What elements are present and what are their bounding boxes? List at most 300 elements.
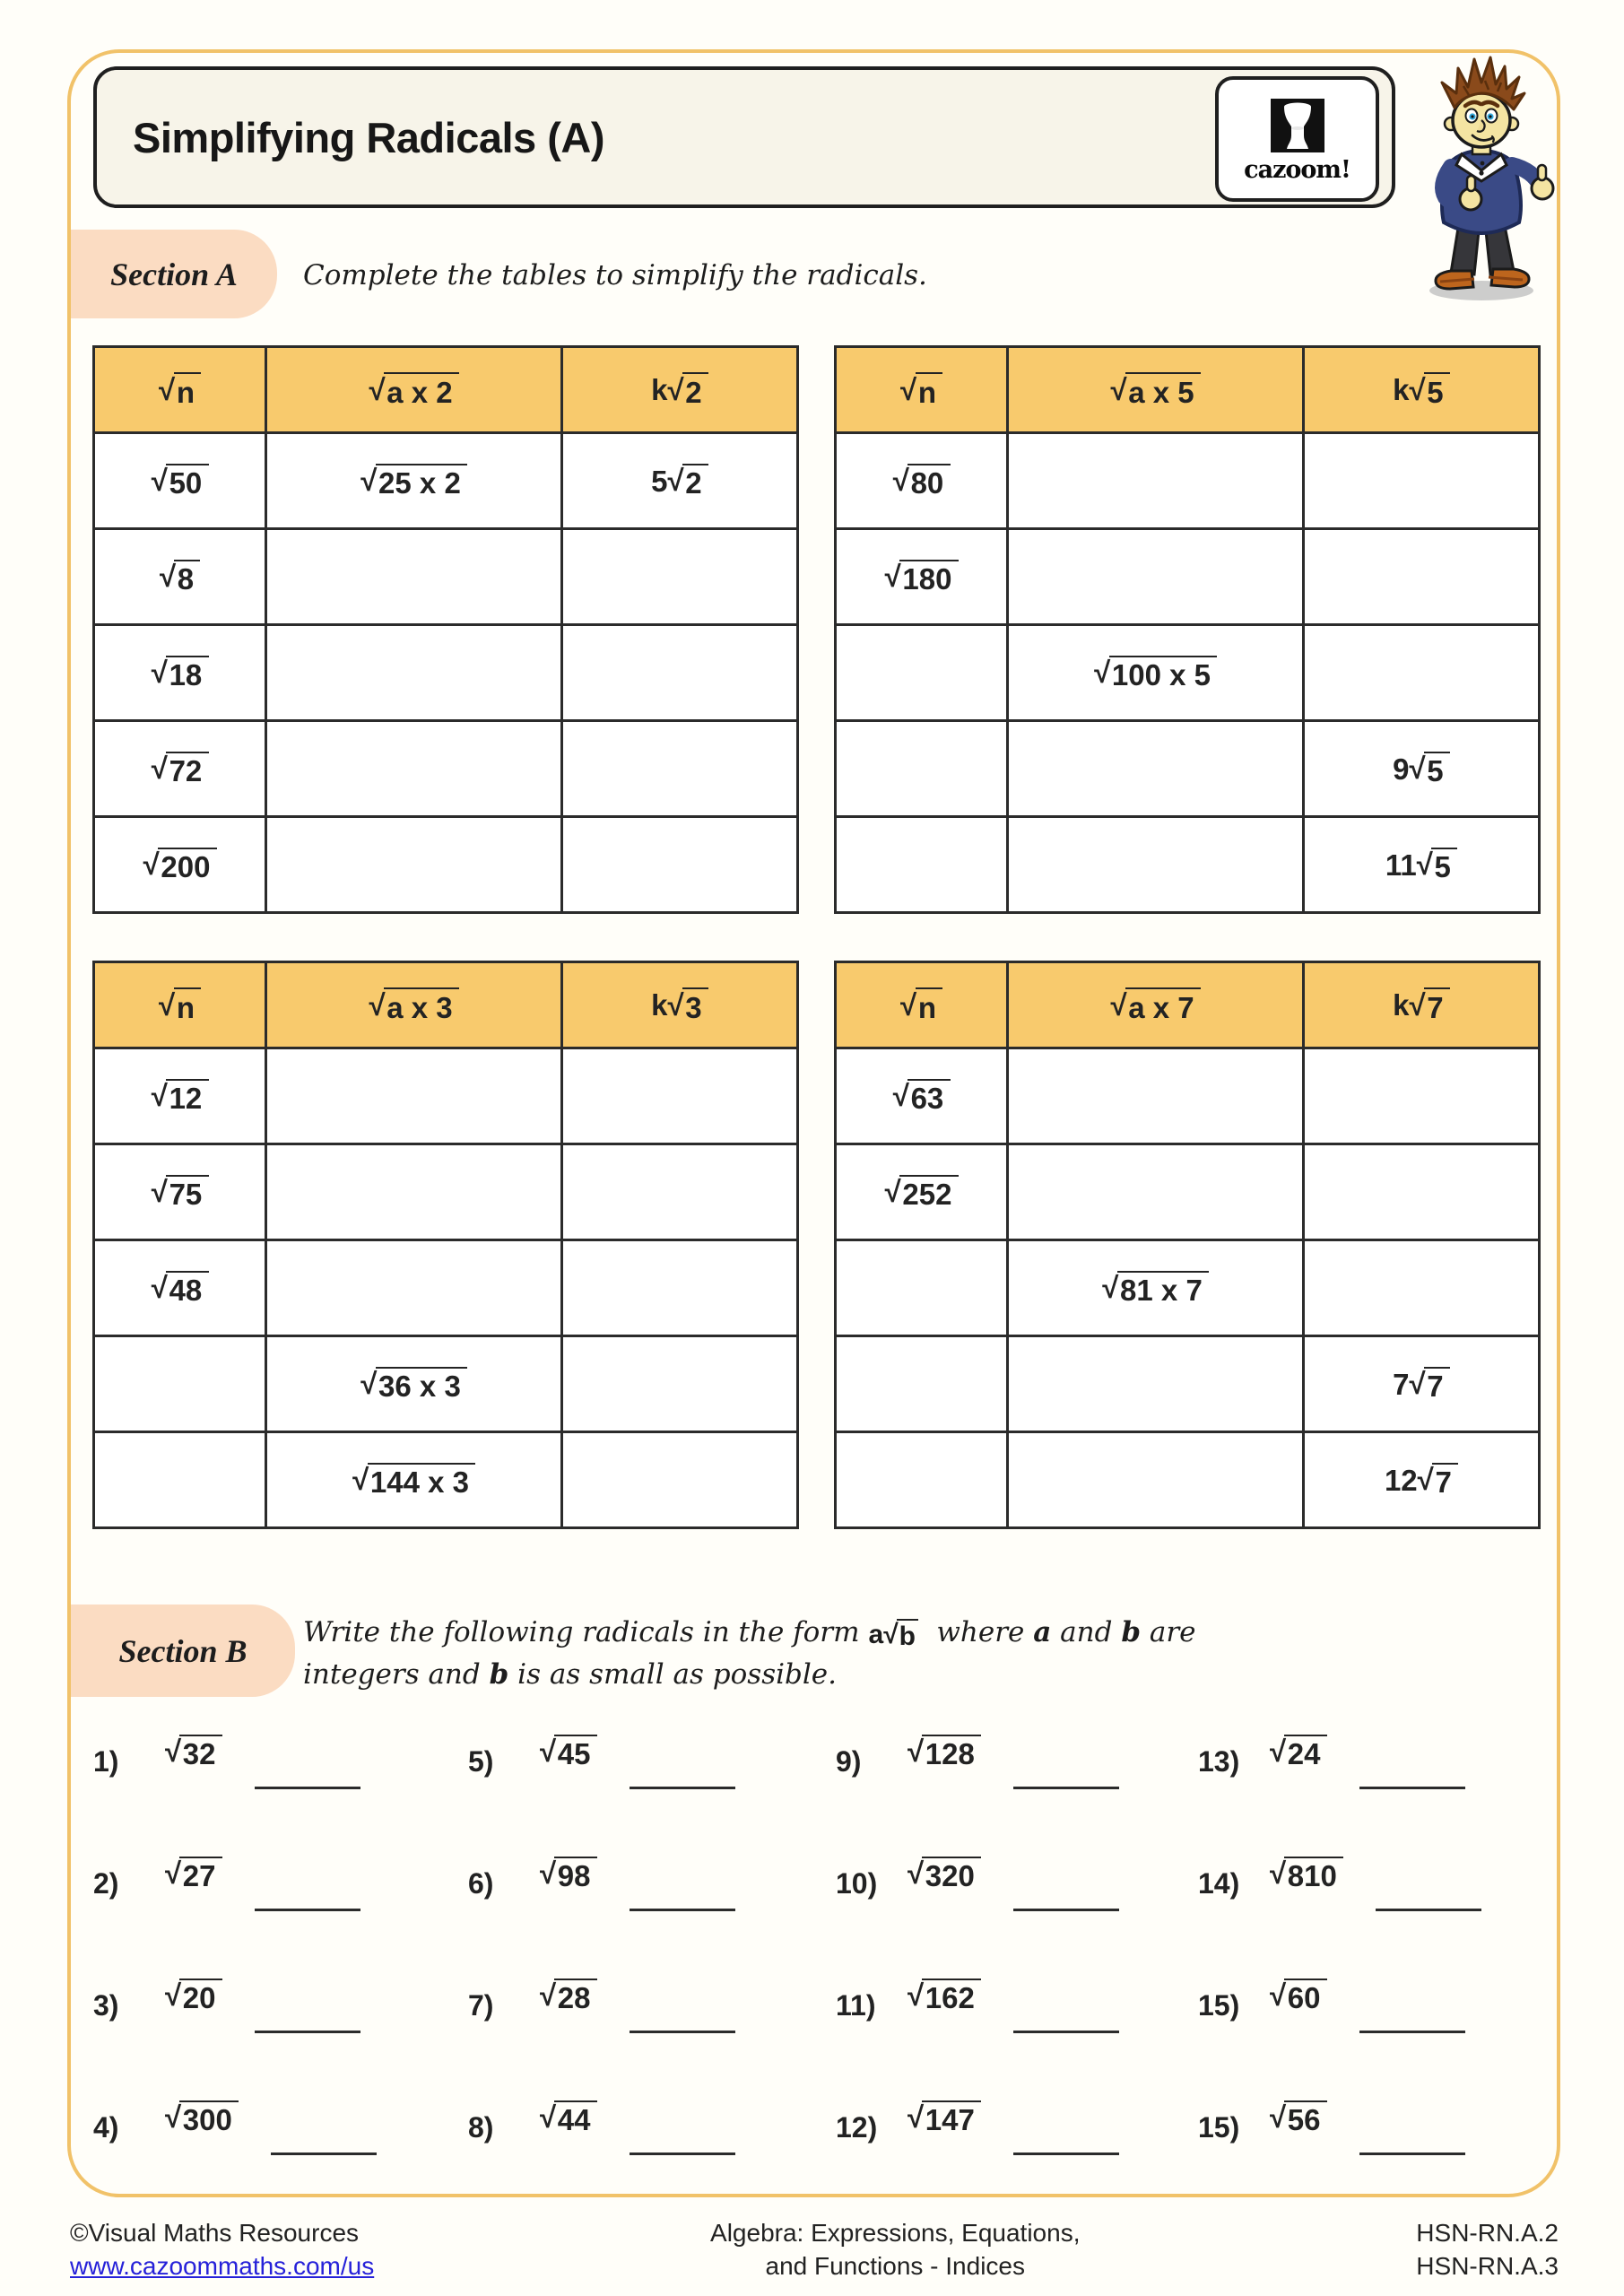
sqrt-sign: √ [908,1735,925,1769]
radicand: 48 [166,1271,208,1305]
problem-number: 13) [1198,1745,1240,1778]
table-value-cell [562,433,798,529]
radicand: 45 [554,1735,596,1769]
table-value-cell [266,1336,562,1432]
table-value-cell [1008,625,1304,721]
problem-number: 9) [836,1745,862,1778]
radical-expression [165,2100,239,2135]
sqrt-sign: √ [1409,372,1426,406]
standard-code-1: HSN-RN.A.2 [1416,2219,1559,2247]
radicand: 100 x 5 [1109,656,1218,690]
table-value-cell [94,1144,266,1240]
sqrt-sign: √ [165,1857,182,1891]
empty-answer-cell[interactable] [1304,1240,1540,1336]
problem-number: 1) [93,1745,119,1778]
radicand: 7 [1432,1463,1458,1497]
sqrt-sign: √ [159,372,176,406]
radicand: 3 [682,987,708,1022]
empty-answer-cell[interactable] [94,1432,266,1528]
radicand: 200 [158,848,217,882]
problem-item [1198,1979,1542,2100]
sqrt-sign: √ [1409,752,1426,786]
empty-answer-cell[interactable] [266,1048,562,1144]
radical-expression [360,1367,467,1404]
radicand: a x 2 [384,372,459,406]
empty-answer-cell[interactable] [1008,1432,1304,1528]
table-value-cell [1304,1432,1540,1528]
sqrt-sign: √ [908,2100,925,2135]
empty-answer-cell[interactable] [836,721,1008,817]
table-header-cell [266,962,562,1048]
coefficient: 11 [1385,848,1417,882]
radicand: 7 [1424,1367,1450,1401]
empty-answer-cell[interactable] [1304,433,1540,529]
sqrt-sign: √ [540,1735,557,1769]
sqrt-sign: √ [159,560,177,594]
table-value-cell [836,529,1008,625]
problem-item [93,1857,468,1979]
sqrt-sign: √ [360,464,378,498]
empty-answer-cell[interactable] [1304,529,1540,625]
table-header-cell [266,347,562,433]
radicand: n [174,987,202,1022]
radicand: 162 [922,1979,981,2013]
empty-answer-cell[interactable] [836,1432,1008,1528]
radical-expression [893,464,951,498]
radicand: n [174,372,202,406]
empty-answer-cell[interactable] [836,1336,1008,1432]
radical-expression [885,560,959,594]
radicand: 63 [908,1079,950,1113]
table-value-cell [94,721,266,817]
radicand: 56 [1284,2100,1326,2135]
section-b-label: Section B [71,1605,295,1697]
answer-blank-line[interactable] [1013,1787,1119,1789]
answer-blank-line[interactable] [255,1909,360,1911]
coefficient: k [651,373,668,407]
table-value-cell [836,433,1008,529]
empty-answer-cell[interactable] [1008,817,1304,913]
radicand: 25 x 2 [376,464,467,498]
radicand: 27 [179,1857,221,1891]
radicand: 5 [1424,372,1450,406]
radicand: 5 [1424,752,1450,786]
radical-expression [1393,372,1450,409]
radical-expression [1110,372,1200,409]
problem-number: 10) [836,1867,878,1900]
problem-number: 15) [1198,1989,1240,2022]
radical-form-notation: a √ b [869,1619,919,1650]
radical-expression [1270,1857,1343,1891]
sqrt-sign: √ [892,1079,909,1113]
empty-answer-cell[interactable] [562,625,798,721]
radical-expression [152,752,209,786]
sqrt-sign: √ [1270,1735,1287,1769]
radical-expression [908,1979,981,2013]
radicand: 28 [554,1979,596,2013]
answer-blank-line[interactable] [1359,2031,1465,2033]
problem-item [836,1857,1198,1979]
radicand: a x 7 [1125,987,1201,1022]
radicand: 12 [166,1079,208,1113]
radicand: n [916,987,943,1022]
sqrt-sign: √ [540,1857,557,1891]
radical-expression [1385,848,1457,882]
radicand: a x 5 [1125,372,1201,406]
section-b-instruction: Write the following radicals in the form a √ b where a and b are integers and b is as small as possible. [303,1616,1196,1691]
sqrt-sign: √ [892,464,909,498]
empty-answer-cell[interactable] [1008,433,1304,529]
problem-item [468,1857,836,1979]
radical-expression [160,560,200,594]
empty-answer-cell[interactable] [266,817,562,913]
coefficient: 12 [1384,1463,1418,1497]
radical-expression [1384,1463,1458,1500]
sqrt-sign: √ [352,1463,369,1497]
answer-blank-line[interactable] [630,1787,735,1789]
sqrt-sign: √ [1416,848,1433,882]
radical-expression [360,464,467,498]
radicand: 20 [179,1979,221,2013]
empty-answer-cell[interactable] [266,625,562,721]
table-value-cell [266,1432,562,1528]
cazoom-drum-icon [1269,99,1326,158]
sqrt-sign: √ [159,987,176,1022]
sqrt-sign: √ [667,464,684,498]
problem-item [468,2100,836,2222]
sqrt-sign: √ [1409,1367,1426,1401]
radicand: 252 [899,1175,959,1209]
sqrt-sign: √ [1102,1271,1119,1305]
radical-expression [352,1463,475,1500]
problem-item [1198,2100,1542,2222]
radical-table-3 [92,961,799,1529]
radicand: 2 [682,372,708,406]
sqrt-sign: √ [165,1735,182,1769]
radical-expression [159,987,201,1022]
table-value-cell [94,529,266,625]
sqrt-sign: √ [1270,1857,1287,1891]
radical-expression [152,656,209,690]
sqrt-sign: √ [667,987,684,1022]
sqrt-sign: √ [369,987,386,1022]
empty-answer-cell[interactable] [562,1144,798,1240]
section-a-instruction: Complete the tables to simplify the radicals. [303,259,927,291]
coefficient: k [1393,988,1410,1022]
problem-number: 2) [93,1867,119,1900]
radicand: 18 [166,656,208,690]
empty-answer-cell[interactable] [836,1240,1008,1336]
radical-expression [1110,987,1200,1022]
radical-expression [165,1979,222,2013]
radical-table-7 [834,961,1541,1529]
problem-number: 8) [468,2111,494,2144]
radicand: 32 [179,1735,221,1769]
radicand: 128 [922,1735,981,1769]
radical-expression [1393,987,1450,1022]
radical-expression [540,2100,597,2135]
radical-expression [892,1079,951,1116]
sqrt-sign: √ [667,372,684,406]
radicand: 144 x 3 [368,1463,476,1497]
problem-item [468,1979,836,2100]
radical-expression [540,1735,597,1769]
table-header-cell [1304,347,1540,433]
mascot-character-illustration [1392,47,1571,307]
radical-expression [900,372,942,409]
radical-expression [1102,1271,1209,1308]
answer-blank-line[interactable] [1376,1909,1481,1911]
sqrt-sign: √ [165,2100,182,2135]
sqrt-sign: √ [883,1619,899,1649]
sqrt-sign: √ [151,656,168,690]
radical-expression [1393,752,1450,786]
radical-expression [1094,656,1217,690]
radical-expression [884,1175,959,1212]
radical-expression [1270,2100,1327,2135]
sqrt-sign: √ [1270,1979,1287,2013]
sqrt-sign: √ [143,848,160,882]
empty-answer-cell[interactable] [562,529,798,625]
sqrt-sign: √ [151,1271,168,1305]
empty-answer-cell[interactable] [1008,1048,1304,1144]
table-value-cell [94,433,266,529]
sqrt-sign: √ [908,1857,925,1891]
problem-item [93,2100,468,2222]
table-header-cell [94,962,266,1048]
radical-expression [540,1857,597,1891]
table-value-cell [836,1144,1008,1240]
table-value-cell [1008,1240,1304,1336]
sqrt-sign: √ [360,1367,378,1401]
radicand: 81 x 7 [1117,1271,1209,1305]
answer-blank-line[interactable] [1013,1909,1119,1911]
sqrt-sign: √ [908,1979,925,2013]
sqrt-sign: √ [1270,2100,1287,2135]
table-value-cell [1304,721,1540,817]
table-value-cell [1304,1336,1540,1432]
coefficient: 9 [1393,752,1410,786]
answer-blank-line[interactable] [271,2152,377,2155]
radical-expression [900,987,942,1022]
page-title: Simplifying Radicals (A) [133,113,604,161]
sqrt-sign: √ [1417,1463,1434,1497]
sqrt-sign: √ [1110,372,1127,406]
worksheet-title-box [93,66,1395,208]
radicand: 98 [554,1857,596,1891]
empty-answer-cell[interactable] [94,1336,266,1432]
radical-expression [143,848,217,882]
problem-item [93,1735,468,1857]
page-footer [70,2217,1559,2283]
table-value-cell [1304,817,1540,913]
radical-expression [369,987,458,1022]
answer-blank-line[interactable] [1013,2152,1119,2155]
sqrt-sign: √ [540,2100,557,2135]
radicand: 147 [922,2100,981,2135]
radicand: 5 [1431,848,1457,882]
empty-answer-cell[interactable] [1008,1144,1304,1240]
radicand: n [916,372,943,406]
problem-item [836,1735,1198,1857]
sqrt-sign: √ [151,1079,168,1113]
answer-blank-line[interactable] [255,2031,360,2033]
empty-answer-cell[interactable] [836,625,1008,721]
empty-answer-cell[interactable] [266,721,562,817]
answer-blank-line[interactable] [630,1909,735,1911]
section-b-problems [93,1735,1542,2222]
empty-answer-cell[interactable] [266,1240,562,1336]
radical-expression [1393,1367,1450,1404]
radical-table-2 [92,345,799,914]
table-header-cell [836,962,1008,1048]
radical-expression [908,2100,981,2135]
table-header-cell [1008,347,1304,433]
radicand: 50 [166,464,208,498]
sqrt-sign: √ [884,560,901,594]
radical-expression [159,372,201,409]
table-value-cell [94,817,266,913]
radical-expression [151,1079,209,1116]
answer-blank-line[interactable] [1359,2152,1465,2155]
sqrt-sign: √ [900,372,917,406]
problem-item [836,2100,1198,2222]
radical-expression [151,1271,209,1308]
topic-line-1: Algebra: Expressions, Equations, [710,2219,1081,2247]
radicand: 80 [908,464,950,498]
problem-item [1198,1857,1542,1979]
radical-expression [165,1735,222,1769]
sqrt-sign: √ [1409,987,1426,1022]
radical-table-5 [834,345,1541,914]
radicand: 2 [682,464,708,498]
empty-answer-cell[interactable] [562,1432,798,1528]
coefficient: 5 [651,464,668,498]
problem-number: 11) [836,1989,876,2022]
empty-answer-cell[interactable] [266,529,562,625]
coefficient: k [651,988,668,1022]
answer-blank-line[interactable] [1013,2031,1119,2033]
sqrt-sign: √ [900,987,917,1022]
problem-number: 4) [93,2111,119,2144]
sqrt-sign: √ [884,1175,901,1209]
empty-answer-cell[interactable] [562,1048,798,1144]
radicand: 8 [174,560,200,594]
radical-expression [651,464,708,498]
table-header-cell [562,962,798,1048]
radical-expression [908,1857,981,1891]
radicand: 300 [179,2100,239,2135]
table-header-cell [94,347,266,433]
cazoom-logo-text: cazoom! [1244,155,1350,184]
problem-number: 15) [1198,2111,1240,2144]
topic-line-2: and Functions - Indices [765,2251,1025,2280]
standard-code-2: HSN-RN.A.3 [1416,2251,1559,2280]
table-value-cell [94,1240,266,1336]
answer-blank-line[interactable] [1359,1787,1465,1789]
radicand: 60 [1284,1979,1326,2013]
answer-blank-line[interactable] [255,1787,360,1789]
table-header-cell [836,347,1008,433]
empty-answer-cell[interactable] [266,1144,562,1240]
problem-number: 12) [836,2111,878,2144]
answer-blank-line[interactable] [630,2152,735,2155]
cazoom-website-link[interactable]: www.cazoommaths.com/us [70,2251,375,2280]
radical-expression [651,372,708,409]
radicand: a x 3 [384,987,459,1022]
empty-answer-cell[interactable] [1304,1048,1540,1144]
section-a-label: Section A [71,230,277,318]
empty-answer-cell[interactable] [562,817,798,913]
problem-number: 7) [468,1989,494,2022]
problem-number: 6) [468,1867,494,1900]
radical-expression [152,464,209,498]
empty-answer-cell[interactable] [836,817,1008,913]
table-value-cell [94,1048,266,1144]
radicand: 320 [922,1857,981,1891]
radicand: 44 [554,2100,596,2135]
coefficient: 7 [1393,1367,1410,1401]
problem-item [1198,1735,1542,1857]
problem-item [93,1979,468,2100]
table-header-cell [1008,962,1304,1048]
radicand: 36 x 3 [376,1367,467,1401]
empty-answer-cell[interactable] [1304,625,1540,721]
empty-answer-cell[interactable] [1304,1144,1540,1240]
answer-blank-line[interactable] [630,2031,735,2033]
empty-answer-cell[interactable] [1008,529,1304,625]
radical-expression [165,1857,222,1891]
radicand: 72 [166,752,208,786]
problem-item [468,1735,836,1857]
empty-answer-cell[interactable] [1008,721,1304,817]
table-header-cell [562,347,798,433]
problem-number: 3) [93,1989,119,2022]
radicand: 180 [899,560,959,594]
radicand: 24 [1284,1735,1326,1769]
radical-expression [540,1979,597,2013]
radical-expression [1270,1735,1327,1769]
sqrt-sign: √ [540,1979,557,2013]
sqrt-sign: √ [151,752,168,786]
radicand: 810 [1284,1857,1343,1891]
empty-answer-cell[interactable] [562,721,798,817]
sqrt-sign: √ [369,372,386,406]
empty-answer-cell[interactable] [562,1336,798,1432]
cazoom-logo [1215,76,1379,202]
sqrt-sign: √ [151,1175,168,1209]
sqrt-sign: √ [151,464,168,498]
problem-number: 14) [1198,1867,1240,1900]
radicand: 75 [166,1175,208,1209]
radical-expression [1270,1979,1327,2013]
table-value-cell [94,625,266,721]
problem-number: 5) [468,1745,494,1778]
sqrt-sign: √ [1094,656,1111,690]
radical-expression [908,1735,981,1769]
table-header-cell [1304,962,1540,1048]
sqrt-sign: √ [1110,987,1127,1022]
empty-answer-cell[interactable] [1008,1336,1304,1432]
empty-answer-cell[interactable] [562,1240,798,1336]
copyright-text: ©Visual Maths Resources [70,2219,360,2247]
sqrt-sign: √ [165,1979,182,2013]
radical-expression [151,1175,209,1212]
table-value-cell [836,1048,1008,1144]
problem-item [836,1979,1198,2100]
coefficient: k [1393,373,1410,407]
radical-expression [651,987,708,1022]
